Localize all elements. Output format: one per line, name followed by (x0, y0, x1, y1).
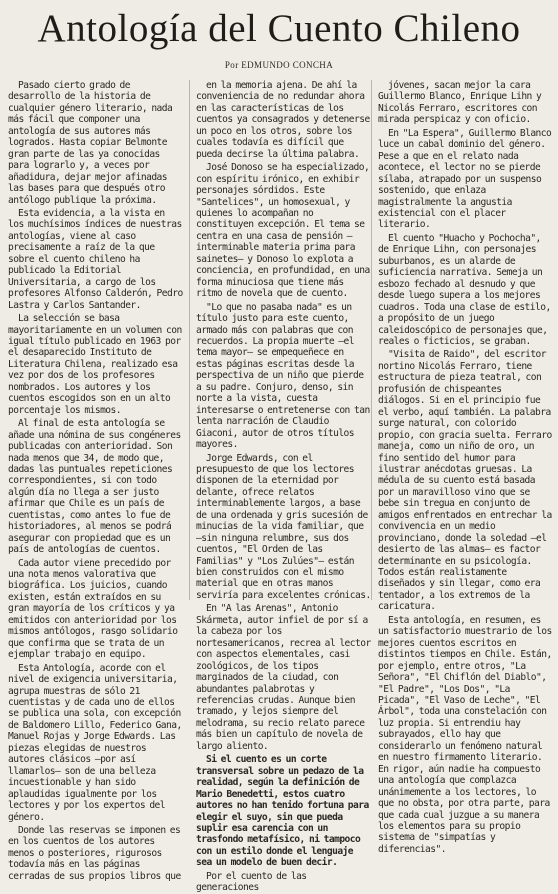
paragraph: en la memoria ajena. De ahí la conveniencia de no redundar ahora en las características de los cuentos ya consagrados y detenerse un poco en los otros, sobre los cuales todavía es difícil que pueda decirse la última palabra. (196, 80, 370, 160)
paragraph: jóvenes, sacan mejor la cara Guillermo Blanco, Enrique Lihn y Nicolás Ferraro, escritores con mirada perspicaz y con oficio. (378, 80, 542, 126)
paragraph: Esta evidencia, a la vista en los muchísimos índices de nuestras antologías, viene al caso precisamente a raíz de la que sobre el cuento chileno ha publicado la Editorial Universitaria, a cargo de los profesores Alfonso Calderón, Pedro Lastra y Carlos Santander. (8, 207, 183, 311)
column-divider (189, 80, 190, 600)
paragraph: Por el cuento de las generaciones (196, 870, 307, 894)
paragraph: La selección se basa mayoritariamente en un volumen con igual título publicado en 1963 por el desaparecido Instituto de Literatura Chilena, realizado esa vez por dos de los profesores nombrados. Los autores y los cuentos escogidos son en un alto porcentaje los mismos. (8, 313, 182, 416)
article-byline: Por EDMUNDO CONCHA (224, 60, 334, 70)
paragraph: El cuento "Huacho y Pochocha", de Enrique Lihn, con personajes suburbanos, es un alarde de suficiencia narrativa. Semeja un esbozo fechado al desnudo y que desde luego supera a los mejores cuadros. Toda una clase de estilo, a propósito de un juego caleidoscópico de personajes que, reales o ficticios, se graban. (378, 232, 551, 347)
paragraph: Si el cuento es un corte transversal sobre un pedazo de la realidad, según la definición de Mario Benedetti, estos cuatro autores no han tenido fortuna para elegir el suyo, sin que pueda suplir esa carencia con un trasfondo metafísico, ni tampoco con un estilo donde el lenguaje sea un modelo de buen decir. (196, 754, 369, 869)
article-column-2 (196, 80, 372, 894)
paragraph: Cada autor viene precedido por una nota menos valorativa que biográfica. Los juicios, cuando existen, están extraídos en su gran mayoría de los críticos y ya emitidos con anterioridad por los mismos antólogos, rasgo solidario que confirma que se trata de un ejemplar trabajo en equipo. (8, 557, 178, 661)
paragraph: En "A las Arenas", Antonio Skármeta, autor infiel de por sí a la cabeza por los nortesamericanos, recrea al lector con aspectos elementales, casi zoológicos, de los tipos marginados de la ciudad, con abundantes palabrotas y referencias crudas. Aunque bien tramado, y lejos siempre del melodrama, su recio relato parece más bien un capítulo de novela de largo aliento. (196, 603, 371, 752)
article-column-1 (8, 80, 184, 882)
article-title: Antología del Cuento Chileno (37, 7, 521, 50)
article-column-3 (378, 80, 552, 855)
paragraph: "Lo que no pasaba nada" es un título justo para este cuento, armado más con palabras que con recuerdos. La propia muerte —el tema mayor— se empequeñece en estas páginas escritas desde la perspectiva de un niño que pierde a su padre. Conjuro, denso, sin norte a la vista, cuesta interesarse o entretenerse con tan lenta narración de Claudio Giaconi, autor de otros títulos mayores. (196, 301, 370, 451)
paragraph: Al final de esta antología se añade una nómina de sus congéneres publicadas con anterioridad. Son nada menos que 34, de modo que, dadas las puntuales repeticiones correspondientes, si con todo algún día no llega a ser justo afirmar que Chile es un país de cuentistas, como antes lo fue de historiadores, al menos se podrá asegurar con propiedad que es un país de antologías de cuentos. (8, 418, 181, 556)
paragraph: Esta antología, en resumen, es un satisfactorio muestrario de los mejores cuentos escritos en distintos tiempos en Chile. Están, por ejemplo, entre otros, "La Señora", "El Chiflón del Diablo", "El Padre", "Los Dos", "La Picada", "El Vaso de Leche", "El Árbol", toda una constelación con luz propia. Si entrendiu hay subrayados, ello hay que considerarlo un fenómeno natural en nuestro firmamento literario. En rigor, aún nadie ha compuesto una antología que complazca unánimemente a los lectores, lo que no obsta, por otra parte, para que cada cual juzgue a su manera los elementos para su propio sistema de "simpatías y diferencias". (378, 614, 552, 855)
paragraph: Pasado cierto grado de desarrollo de la historia de cualquier género literario, nada más fácil que componer una antología de sus autores más logrados. Hasta copiar Belmonte gran parte de las ya conocidas para lograrlo y, a veces por añadidura, dejar mejor afinadas las bases para que después otro antólogo publique la próxima. (8, 80, 173, 206)
paragraph: Donde las reservas se imponen es en los cuentos de los autores menos o posteriores, rigurosos todavía más en las páginas cerradas de sus propios libros que (8, 825, 181, 882)
paragraph: En "La Espera", Guillermo Blanco luce un cabal dominio del género. Pese a que en el relato nada acontece, el lector no se pierde sílaba, atrapado por un suspenso sostenido, que enlaza magistralmente la angustia existencial con el placer literario. (378, 127, 552, 231)
paragraph: "Visita de Raido", del escritor nortino Nicolás Ferraro, tiene estructura de pieza teatral, con profusión de chispeantes diálogos. Si en el principio fue el verbo, aquí también. La palabra surge natural, con colorido propio, con gracia suelta. Ferraro maneja, como un niño de oro, un fino sentido del humor para ilustrar anécdotas gruesas. La médula de su cuento está basada por un maravilloso vino que se bebe sin tregua en conjunto de amigos enfrentados en entrechar la convivencia en un medio provinciano, donde la soledad —el desierto de las almas— es factor determinante en su psicología. Todos están realistamente diseñados y sin llegar, como era tentador, a los extremos de la caricatura. (378, 349, 552, 613)
paragraph: Jorge Edwards, con el presupuesto de que los lectores disponen de la eternidad por delante, ofrece relatos interminablemente largos, a base de una ordenada y gris sucesión de minucias de la vida familiar, que —sin ninguna relumbre, sus dos cuentos, "El Orden de las Familias" y "Los Zulúes"— están bien construidos con el mismo material que en otras manos serviría para excelentes crónicas. (196, 452, 371, 601)
paragraph: José Donoso se ha especializado, con espíritu irónico, en exhibir personajes sórdidos. Este "Santelices", un homosexual, y quienes lo acompañan no constituyen excepción. El tema se centra en una casa de pensión —interminable materia prima para sainetes— y Donoso lo explota a conciencia, en profundidad, en una forma minuciosa que tiene más ritmo de novela que de cuento. (196, 162, 370, 300)
paragraph: Esta Antología, acorde con el nivel de exigencia universitaria, agrupa muestras de sólo 21 cuentistas y de cada uno de ellos se publica una sola, con excepción de Baldomero Lillo, Federico Gana, Manuel Rojas y Jorge Edwards. Las piezas elegidas de nuestros autores clásicos —por así llamarlos— son de una belleza incuestionable y han sido aplaudidas igualmente por los lectores y por los expertos del género. (8, 662, 182, 823)
